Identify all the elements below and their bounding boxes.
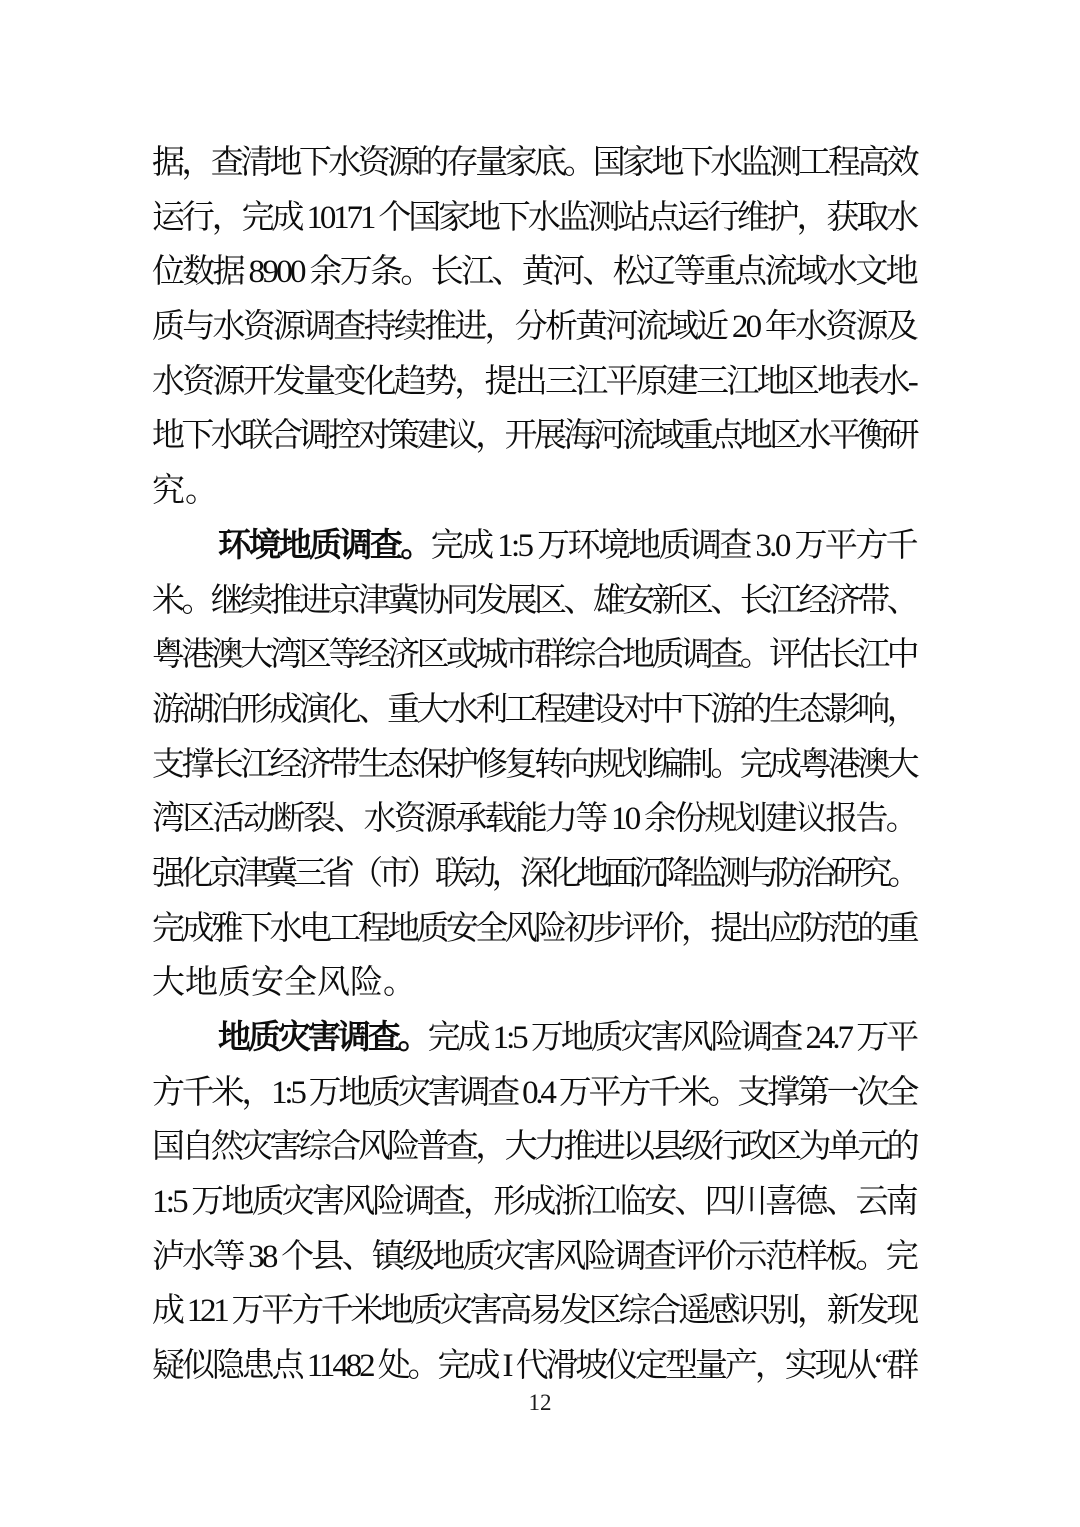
text-line-content — [152, 574, 916, 629]
text-line-content — [152, 355, 916, 410]
text-line — [152, 847, 916, 902]
text-line-content — [218, 1011, 916, 1066]
text-line-content — [152, 1066, 916, 1121]
text-line — [152, 300, 916, 355]
text-run: 泸水等 38 个县、镇级地质灾害风险调查评价示范样板。完 — [152, 1238, 916, 1275]
text-line — [152, 956, 916, 1011]
body-text — [152, 136, 916, 1394]
text-run: 究。 — [152, 473, 218, 510]
text-line — [152, 738, 916, 793]
page-number: 12 — [528, 1390, 552, 1415]
text-line — [152, 191, 916, 246]
text-line-content — [152, 136, 916, 191]
text-line — [152, 628, 916, 683]
text-line-content — [152, 738, 916, 793]
text-line — [152, 1120, 916, 1175]
text-run: 国自然灾害综合风险普查，大力推进以县级行政区为单元的 — [152, 1129, 917, 1166]
text-run: 完成 1:5 万环境地质调查 3.0 万平方千 — [430, 527, 916, 564]
text-run: 粤港澳大湾区等经济区或城市群综合地质调查。评估长江中 — [152, 637, 917, 674]
text-line-content — [152, 1339, 916, 1394]
text-line-content — [152, 956, 416, 1011]
text-line — [152, 136, 916, 191]
text-line-content — [152, 1284, 916, 1339]
text-line — [152, 1175, 916, 1230]
text-line-content — [152, 464, 218, 519]
text-run: 水资源开发量变化趋势，提出三江平原建三江地区地表水- — [152, 363, 916, 400]
text-line-content — [152, 1175, 916, 1230]
text-line-content — [152, 628, 916, 683]
text-run: 运行，完成 10171 个国家地下水监测站点运行维护，获取水 — [152, 199, 917, 236]
text-line-content — [152, 1120, 916, 1175]
text-line-content — [152, 245, 916, 300]
text-line — [152, 1230, 916, 1285]
text-line — [152, 902, 916, 957]
text-run: 成 121 万平方千米地质灾害高易发区综合遥感识别，新发现 — [152, 1293, 917, 1330]
text-line-content — [152, 792, 916, 847]
text-run: 方千米，1:5 万地质灾害调查 0.4 万平方千米。支撑第一次全 — [152, 1074, 917, 1111]
paragraph-lead-bold: 地质灾害调查。 — [218, 1020, 428, 1056]
text-run: 完成雅下水电工程地质安全风险初步评价，提出应防范的重 — [152, 910, 917, 947]
text-run: 疑似隐患点 11482 处。完成 I 代滑坡仪定型量产，实现从“群 — [152, 1348, 916, 1385]
text-line — [152, 245, 916, 300]
text-line-content — [218, 519, 916, 574]
paragraph-lead-bold: 环境地质调查。 — [218, 527, 431, 564]
text-line — [152, 519, 916, 574]
text-line-content — [152, 191, 916, 246]
text-run: 米。继续推进京津冀协同发展区、雄安新区、长江经济带、 — [152, 582, 917, 619]
text-line — [152, 574, 916, 629]
text-run: 质与水资源调查持续推进，分析黄河流域近 20 年水资源及 — [152, 309, 916, 346]
text-line-content — [152, 847, 916, 902]
text-line-content — [152, 409, 916, 464]
text-line — [152, 1284, 916, 1339]
text-line — [152, 464, 916, 519]
text-run: 1:5 万地质灾害风险调查，形成浙江临安、四川喜德、云南 — [152, 1184, 916, 1221]
text-run: 完成 1:5 万地质灾害风险调查 24.7 万平 — [427, 1020, 917, 1056]
text-line — [152, 355, 916, 410]
text-line — [152, 1339, 916, 1394]
text-line — [152, 792, 916, 847]
text-run: 据，查清地下水资源的存量家底。国家地下水监测工程高效 — [152, 145, 917, 181]
text-run: 大地质安全风险。 — [152, 965, 416, 1002]
text-run: 游湖泊形成演化、重大水利工程建设对中下游的生态影响， — [152, 691, 917, 728]
text-line-content — [152, 683, 916, 738]
text-run: 强化京津冀三省（市）联动，深化地面沉降监测与防治研究。 — [152, 855, 916, 892]
text-line-content — [152, 1230, 916, 1285]
text-run: 位数据 8900 余万条。长江、黄河、松辽等重点流域水文地 — [152, 254, 917, 291]
text-line-content — [152, 300, 916, 355]
text-line — [152, 1066, 916, 1121]
text-run: 支撑长江经济带生态保护修复转向规划编制。完成粤港澳大 — [152, 746, 917, 783]
text-line — [152, 683, 916, 738]
text-run: 地下水联合调控对策建议，开展海河流域重点地区水平衡研 — [152, 418, 917, 455]
text-line — [152, 1011, 916, 1066]
text-run: 湾区活动断裂、水资源承载能力等 10 余份规划建议报告。 — [152, 801, 916, 838]
text-line — [152, 409, 916, 464]
text-line-content — [152, 902, 916, 957]
